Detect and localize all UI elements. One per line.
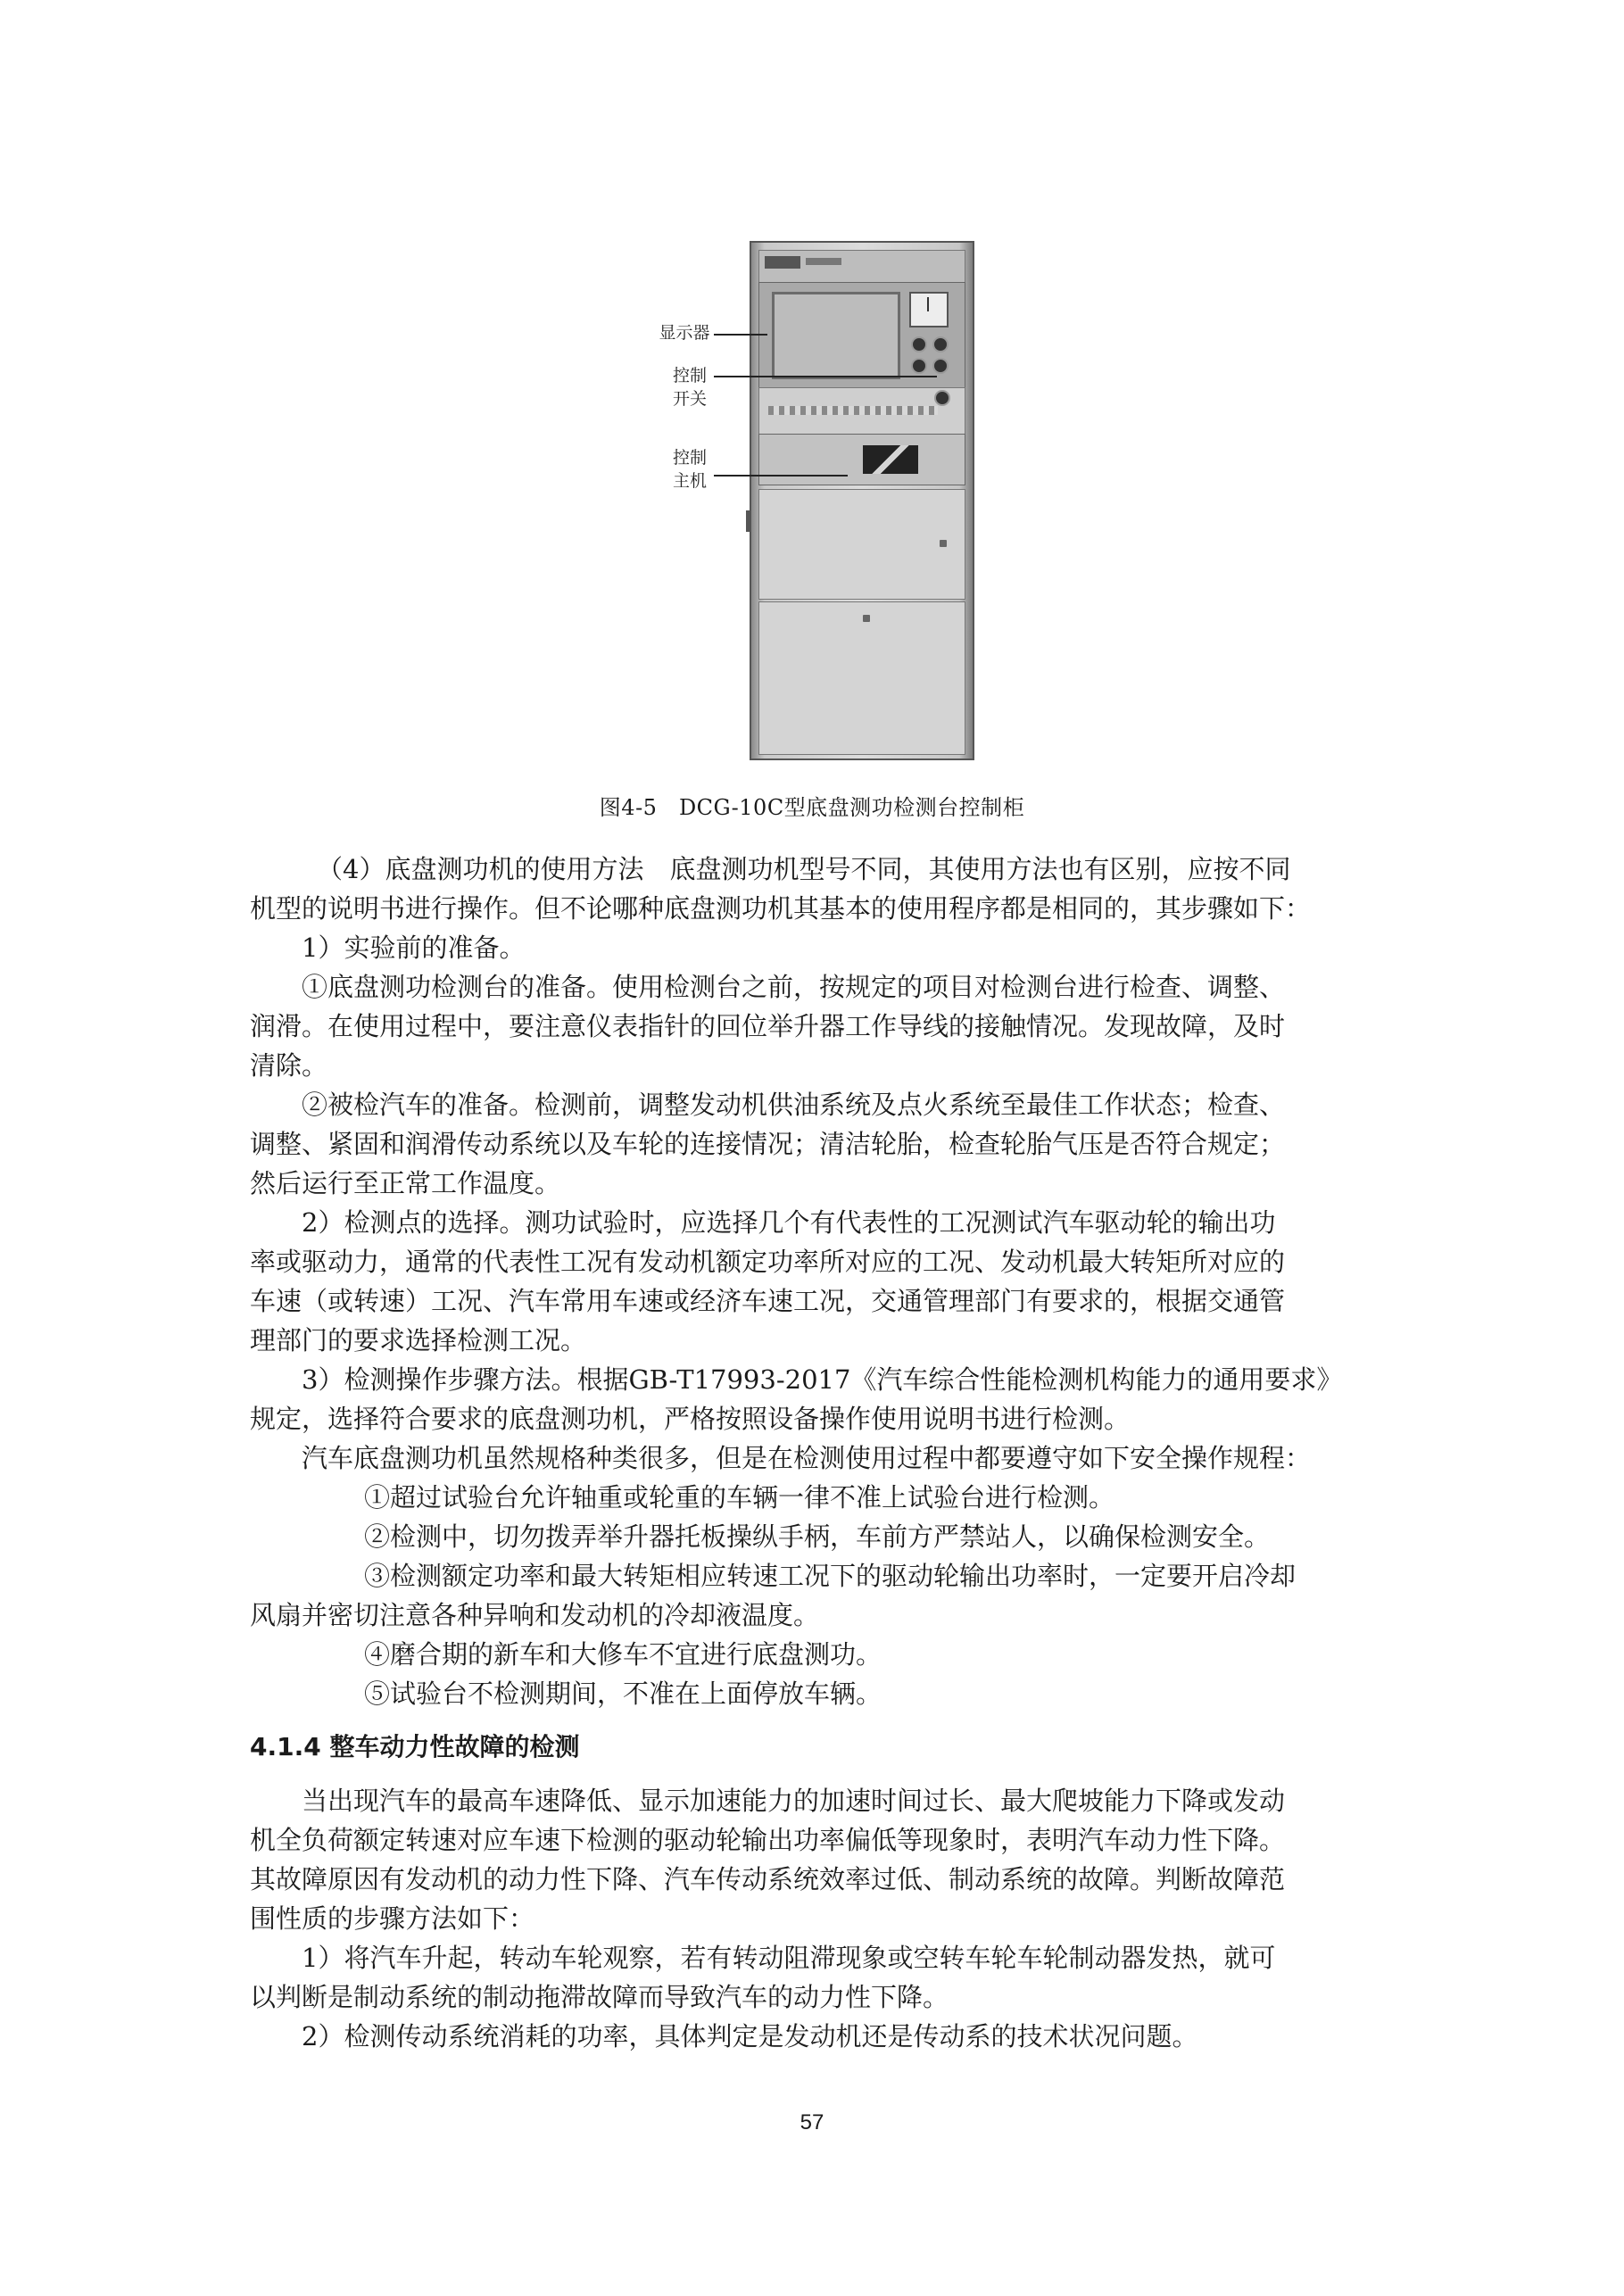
paragraph-line: 以判断是制动系统的制动拖滞故障而导致汽车的动力性下降。 [250, 1982, 949, 2012]
cabinet-nameplate [806, 258, 841, 265]
list-item: ②检测中，切勿拨弄举升器托板操纵手柄，车前方严禁站人，以确保检测安全。 [364, 1521, 1271, 1552]
paragraph-line: 机全负荷额定转速对应车速下检测的驱动轮输出功率偏低等现象时，表明汽车动力性下降。 [250, 1825, 1286, 1855]
label-control-switch [664, 364, 716, 410]
control-knob [911, 336, 927, 352]
figure-control-cabinet [625, 241, 1017, 767]
paragraph-line: 1）实验前的准备。 [302, 932, 526, 963]
control-knob [911, 358, 927, 374]
paragraph-line: 风扇并密切注意各种异响和发动机的冷却液温度。 [250, 1600, 820, 1630]
paragraph-line: 围性质的步骤方法如下： [250, 1903, 535, 1934]
paragraph-line: 率或驱动力，通常的代表性工况有发动机额定功率所对应的工况、发动机最大转矩所对应的 [250, 1247, 1286, 1277]
paragraph-line: 润滑。在使用过程中，要注意仪表指针的回位举升器工作导线的接触情况。发现故障，及时 [250, 1011, 1286, 1041]
paragraph-line: 3）检测操作步骤方法。根据GB-T17993-2017《汽车综合性能检测机构能力的通用要求》 [302, 1364, 1343, 1395]
list-item: ③检测额定功率和最大转矩相应转速工况下的驱动轮输出功率时，一定要开启冷却 [364, 1561, 1297, 1591]
host-drive-slot [863, 445, 918, 474]
paragraph-line: 2）检测传动系统消耗的功率，具体判定是发动机还是传动系的技术状况问题。 [302, 2021, 1198, 2051]
control-knob [932, 336, 949, 352]
label-control-switch-line2: 开关 [672, 389, 707, 409]
leader-line-display [714, 334, 767, 336]
paragraph-line: 清除。 [250, 1050, 328, 1081]
label-display: 显示器 [659, 323, 710, 343]
paragraph-line: 然后运行至正常工作温度。 [250, 1168, 561, 1198]
control-knob [932, 358, 949, 374]
cabinet-hinge [746, 510, 751, 532]
cabinet-door-upper [758, 489, 965, 600]
paragraph-line: 机型的说明书进行操作。但不论哪种底盘测功机其基本的使用程序都是相同的，其步骤如下： [250, 893, 1312, 924]
control-cabinet-photo [750, 241, 974, 760]
paragraph-line: 车速（或转速）工况、汽车常用车速或经济车速工况，交通管理部门有要求的，根据交通管 [250, 1286, 1286, 1316]
label-control-host-line1: 控制 [672, 448, 707, 468]
door-handle [863, 615, 870, 622]
paragraph-line: 2）检测点的选择。测功试验时，应选择几个有代表性的工况测试汽车驱动轮的输出功 [302, 1207, 1276, 1238]
paragraph-line: 理部门的要求选择检测工况。 [250, 1325, 587, 1355]
paragraph-line: （4）底盘测功机的使用方法 底盘测功机型号不同，其使用方法也有区别，应按不同 [317, 854, 1291, 884]
page-number: 57 [800, 2110, 824, 2134]
paragraph-line: 汽车底盘测功机虽然规格种类很多，但是在检测使用过程中都要遵守如下安全操作规程： [302, 1443, 1312, 1473]
label-control-host-line2: 主机 [672, 471, 707, 491]
control-switch-panel [758, 387, 965, 435]
list-item: ⑤试验台不检测期间，不准在上面停放车辆。 [364, 1678, 882, 1709]
figure-caption: 图4-5 DCG-10C型底盘测功检测台控制柜 [599, 795, 1025, 820]
control-host-panel [758, 434, 965, 485]
switch-strip [768, 406, 938, 415]
leader-line-control-switch [714, 376, 937, 377]
cabinet-logo [765, 256, 800, 269]
label-control-host [664, 446, 716, 493]
paragraph-line: 当出现汽车的最高车速降低、显示加速能力的加速时间过长、最大爬坡能力下降或发动 [302, 1786, 1286, 1816]
control-switch [934, 390, 950, 406]
list-item: ④磨合期的新车和大修车不宜进行底盘测功。 [364, 1639, 882, 1670]
paragraph-line: 调整、紧固和润滑传动系统以及车轮的连接情况；清洁轮胎，检查轮胎气压是否符合规定； [250, 1129, 1286, 1159]
cabinet-door-lower [758, 601, 965, 755]
paragraph-line: 规定，选择符合要求的底盘测功机，严格按照设备操作使用说明书进行检测。 [250, 1404, 1131, 1434]
display-screen [772, 292, 900, 379]
monitor-frame [758, 282, 965, 389]
paragraph-line: ②被检汽车的准备。检测前，调整发动机供油系统及点火系统至最佳工作状态；检查、 [302, 1090, 1286, 1120]
section-heading: 4.1.4 整车动力性故障的检测 [250, 1732, 580, 1761]
paragraph-line: 其故障原因有发动机的动力性下降、汽车传动系统效率过低、制动系统的故障。判断故障范 [250, 1864, 1286, 1894]
analog-gauge [909, 292, 949, 327]
leader-line-control-host [714, 475, 848, 477]
paragraph-line: 1）将汽车升起，转动车轮观察，若有转动阻滞现象或空转车轮车轮制动器发热，就可 [302, 1943, 1276, 1973]
door-handle [940, 540, 947, 547]
list-item: ①超过试验台允许轴重或轮重的车辆一律不准上试验台进行检测。 [364, 1482, 1115, 1513]
paragraph-line: ①底盘测功检测台的准备。使用检测台之前，按规定的项目对检测台进行检查、调整、 [302, 972, 1286, 1002]
cabinet-top-panel [758, 250, 965, 284]
label-control-switch-line1: 控制 [672, 366, 707, 385]
